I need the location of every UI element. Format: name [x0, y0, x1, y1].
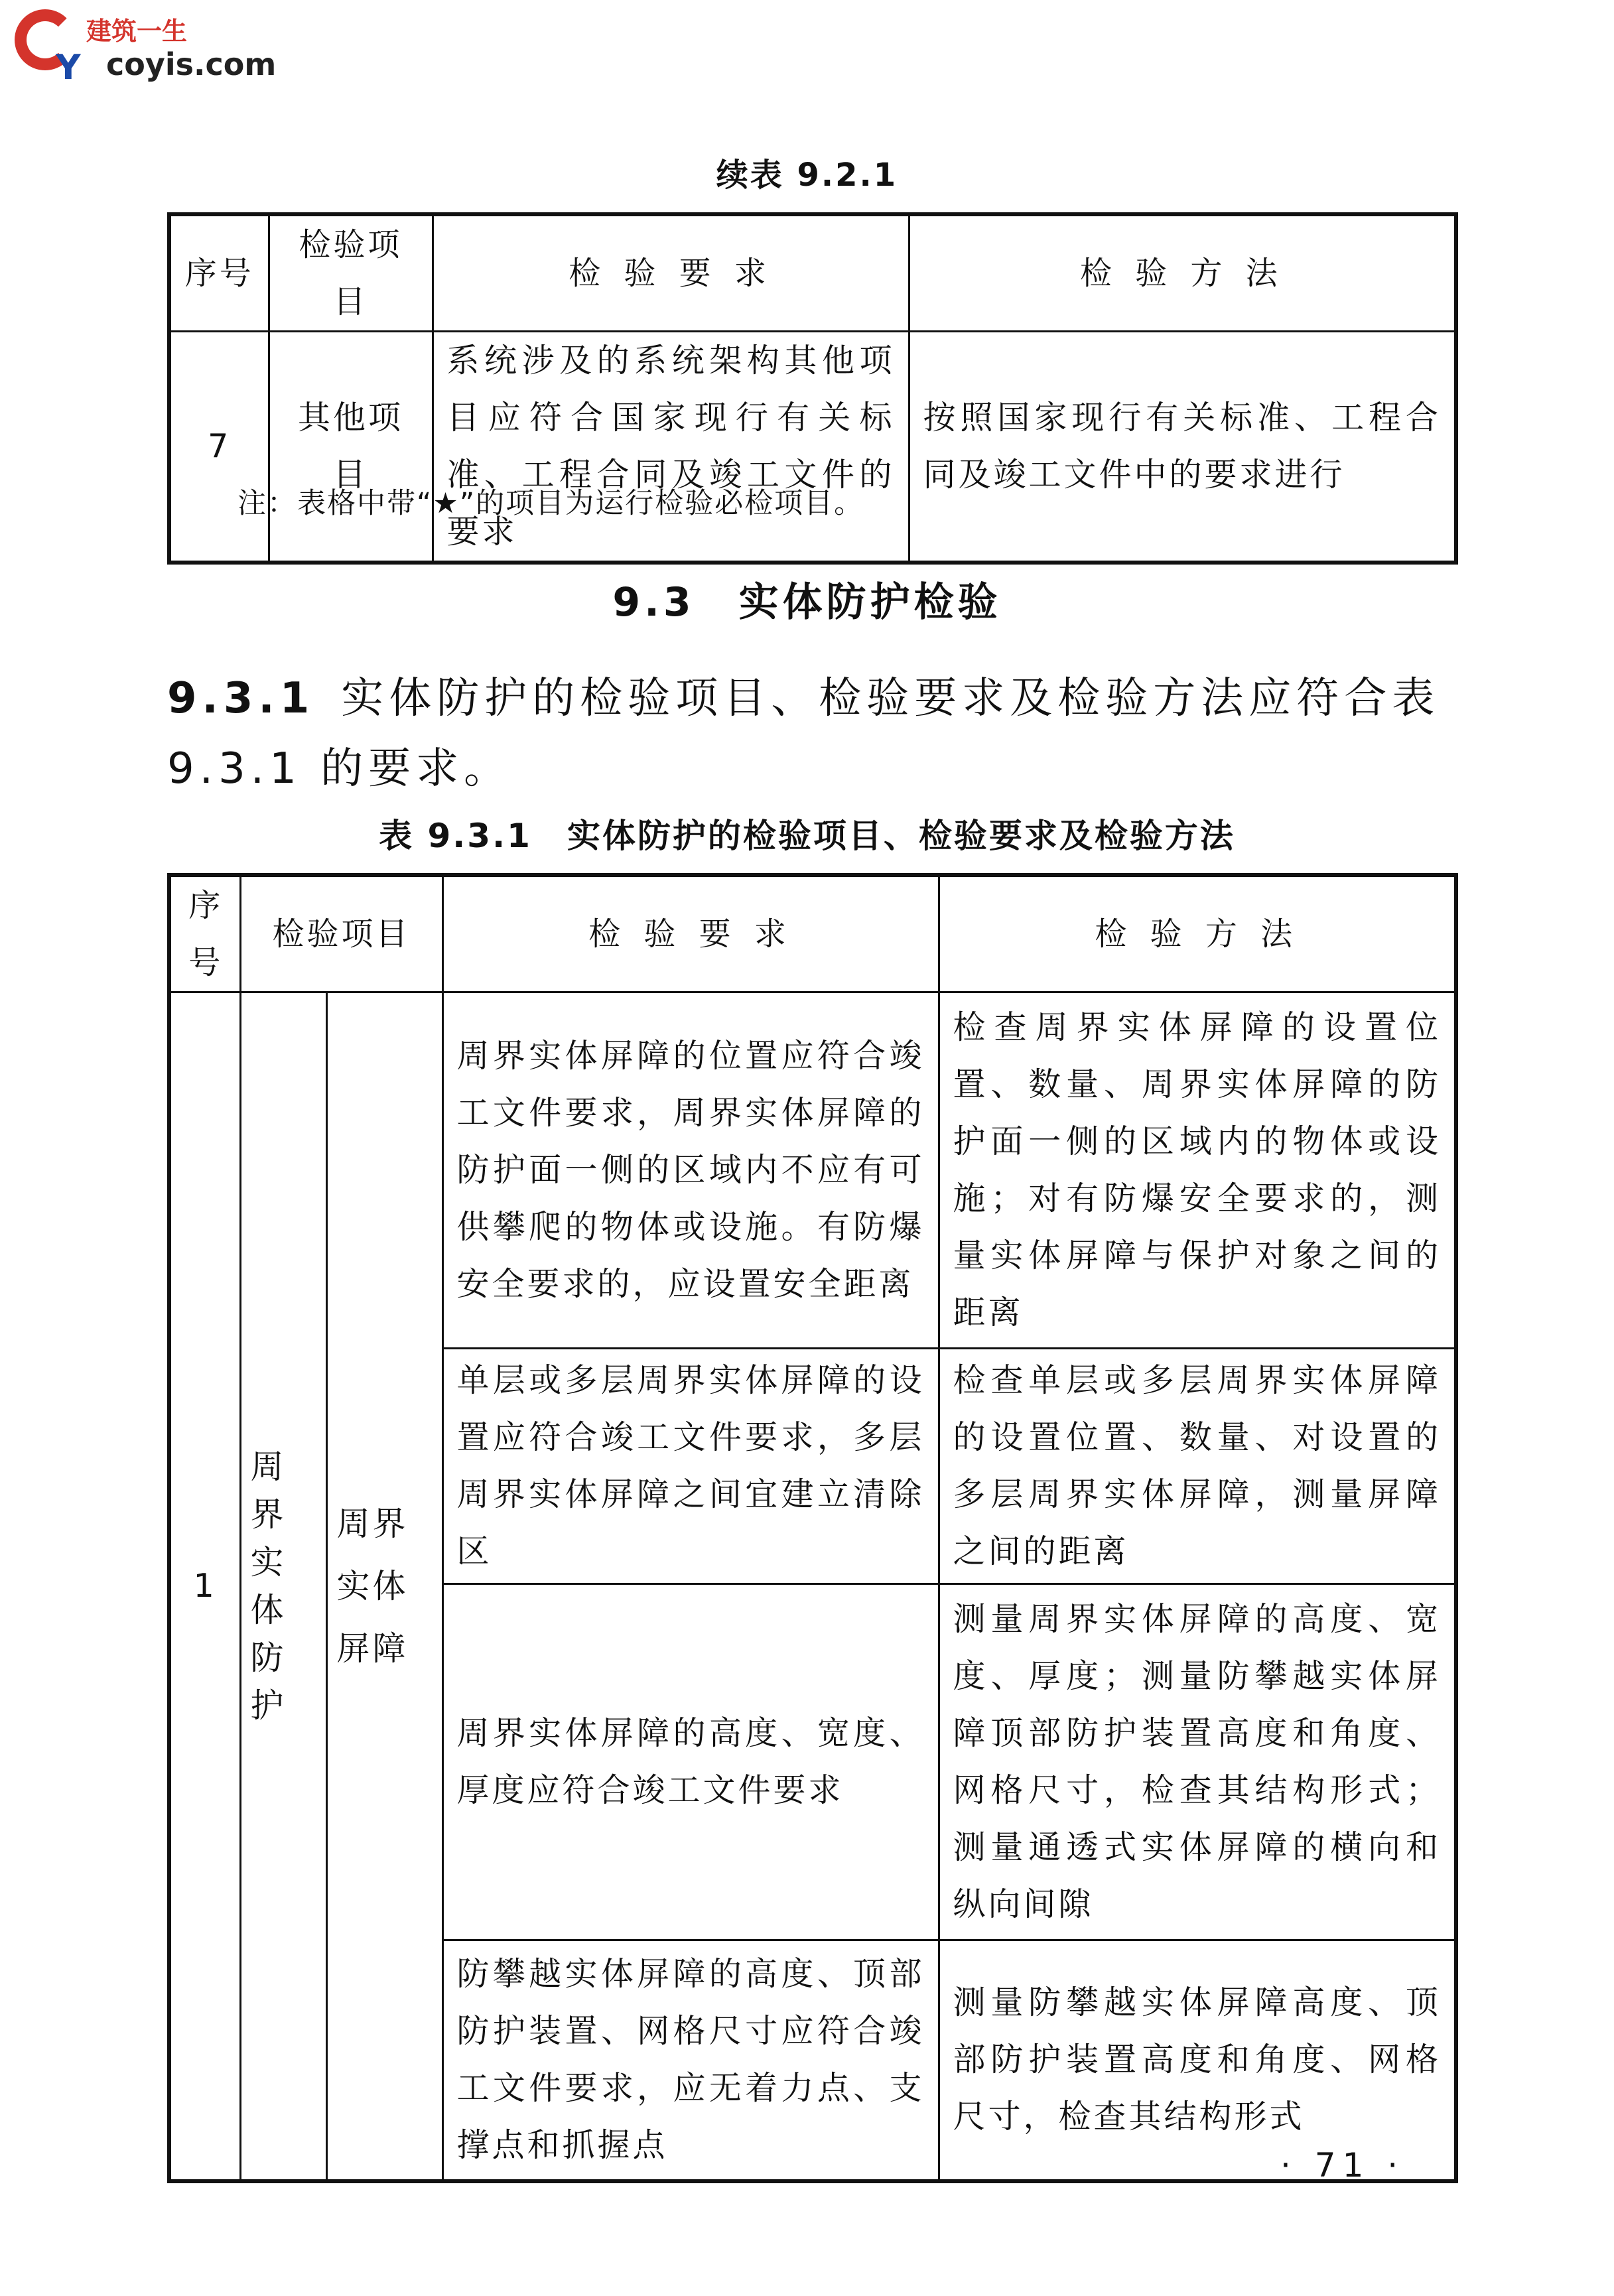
watermark-url: coyis.com — [106, 46, 277, 82]
table-header-row — [169, 875, 1456, 992]
header-requirement: 检 验 要 求 — [433, 214, 909, 332]
header-no: 序号 — [169, 875, 240, 992]
page-number: · 71 · — [1280, 2146, 1405, 2185]
logo-y-mark: Y — [56, 48, 81, 88]
header-item: 检验项目 — [269, 214, 433, 332]
row-requirement: 周界实体屏障的高度、宽度、厚度应符合竣工文件要求 — [442, 1584, 939, 1940]
clause-number: 9.3.1 — [167, 674, 315, 723]
clause-paragraph — [167, 663, 1454, 804]
table-note: 注：表格中带“★”的项目为运行检验必检项目。 — [237, 487, 864, 520]
row-method: 检查单层或多层周界实体屏障的设置位置、数量、对设置的多层周界实体屏障，测量屏障之间的距离 — [939, 1349, 1456, 1584]
clause-text: 实体防护的检验项目、检验要求及检验方法应符合表 9.3.1 的要求。 — [167, 674, 1440, 793]
section-title: 9.3 实体防护检验 — [612, 579, 1002, 626]
row-method: 按照国家现行有关标准、工程合同及竣工文件中的要求进行 — [909, 332, 1456, 563]
row-no: 1 — [169, 992, 240, 2181]
row-requirement: 周界实体屏障的位置应符合竣工文件要求，周界实体屏障的防护面一侧的区域内不应有可供攀爬的物体或设施。有防爆安全要求的，应设置安全距离 — [442, 992, 939, 1349]
row-item: 其他项目 — [269, 332, 433, 563]
row-method: 检查周界实体屏障的设置位置、数量、周界实体屏障的防护面一侧的区域内的物体或设施；对有防爆安全要求的，测量实体屏障与保护对象之间的距离 — [939, 992, 1456, 1349]
row-method: 测量防攀越实体屏障高度、顶部防护装置高度和角度、网格尺寸，检查其结构形式 — [939, 1940, 1456, 2181]
row-subitem: 周界实体屏障 — [326, 992, 442, 2181]
header-item: 检验项目 — [240, 875, 442, 992]
row-method: 测量周界实体屏障的高度、宽度、厚度；测量防攀越实体屏障顶部防护装置高度和角度、网格尺寸，检查其结构形式；测量通透式实体屏障的横向和纵向间隙 — [939, 1584, 1456, 1940]
row-requirement: 防攀越实体屏障的高度、顶部防护装置、网格尺寸应符合竣工文件要求，应无着力点、支撑点和抓握点 — [442, 1940, 939, 2181]
table-caption: 表 9.3.1 实体防护的检验项目、检验要求及检验方法 — [379, 817, 1235, 855]
table-row — [169, 332, 1456, 563]
inspection-table — [167, 873, 1458, 2183]
header-method: 检 验 方 法 — [909, 214, 1456, 332]
row-category: 周界实体防护 — [240, 992, 326, 2181]
header-requirement: 检 验 要 求 — [442, 875, 939, 992]
watermark-brand: 建筑一生 — [86, 17, 188, 46]
header-no: 序号 — [169, 214, 269, 332]
row-requirement: 单层或多层周界实体屏障的设置应符合竣工文件要求，多层周界实体屏障之间宜建立清除区 — [442, 1349, 939, 1584]
header-method: 检 验 方 法 — [939, 875, 1456, 992]
table-header-row — [169, 214, 1456, 332]
row-no: 7 — [169, 332, 269, 563]
watermark-logo — [15, 9, 293, 88]
table-row — [169, 992, 1456, 1349]
continued-table-caption: 续表 9.2.1 — [716, 157, 898, 194]
row-requirement: 系统涉及的系统架构其他项目应符合国家现行有关标准、工程合同及竣工文件的要求 — [433, 332, 909, 563]
